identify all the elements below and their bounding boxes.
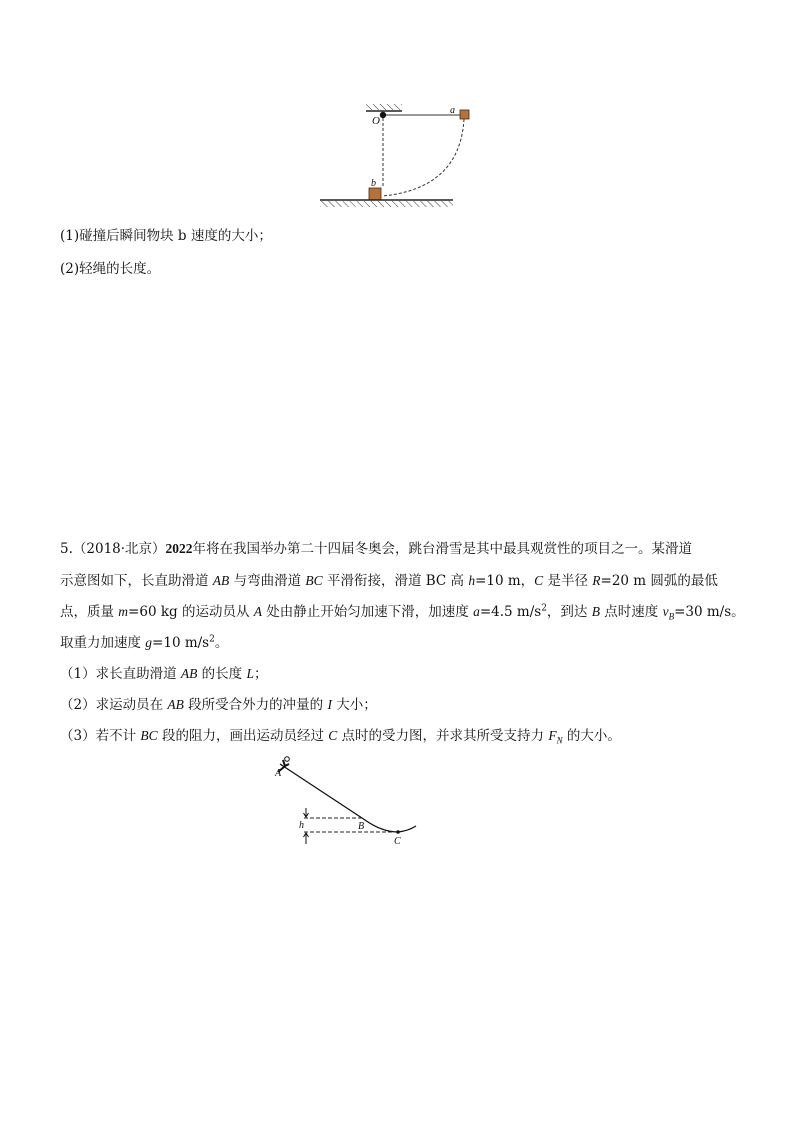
- q5-part-1: （1）求长直助滑道 AB 的长度 L；: [60, 666, 268, 682]
- skier-head: [285, 757, 290, 762]
- label-h: h: [299, 820, 304, 831]
- label-B: B: [358, 821, 365, 832]
- block-b: [369, 188, 381, 200]
- q5-part-3: （3）若不计 BC 段的阻力，画出运动员经过 C 点时的受力图，并求其所受支持力 $F_N$ 的大小。: [60, 728, 621, 746]
- q5-line-1: 5.（2018·北京）2022年将在我国举办第二十四届冬奥会，跳台滑雪是其中最具观赏性的项目之一。某滑道: [60, 541, 693, 557]
- ceiling-hatch: [366, 104, 402, 110]
- q5-part-2: （2）求运动员在 AB 段所受合外力的冲量的 I 大小；: [60, 697, 377, 713]
- ground-hatch: [320, 201, 453, 207]
- pendulum-figure: [310, 98, 470, 212]
- q5-year: 2022: [165, 541, 193, 556]
- label-a: a: [450, 105, 455, 116]
- q5-line-2: 示意图如下，长直助滑道 AB 与弯曲滑道 BC 平滑衔接，滑道 BC 高 h=10 m，C 是半径 R=20 m 圆弧的最低: [60, 573, 718, 589]
- pivot-point: [380, 112, 386, 118]
- q5-number: 5.: [60, 541, 73, 557]
- q4-part-2: (2)轻绳的长度。: [60, 261, 161, 277]
- label-C: C: [394, 836, 401, 847]
- q4-part-1: (1)碰撞后瞬间物块 b 速度的大小；: [60, 228, 272, 244]
- point-C: [396, 830, 400, 834]
- q5-line-4: 取重力加速度 g=10 $m/s^2$。: [60, 634, 229, 651]
- q5-source: （2018·北京）: [72, 541, 166, 557]
- label-A: A: [275, 768, 282, 779]
- block-a: [460, 110, 469, 119]
- swing-arc: [383, 119, 464, 196]
- label-b: b: [371, 178, 376, 189]
- q5-line-3: 点，质量 m=60 kg 的运动员从 A 处由静止开始匀加速下滑，加速度 a=4.5 $m/s^2$，到达 B 点时速度 $v_B=30$ m/s。: [60, 603, 745, 622]
- label-O: O: [372, 115, 380, 127]
- ski-track-figure: [270, 752, 420, 852]
